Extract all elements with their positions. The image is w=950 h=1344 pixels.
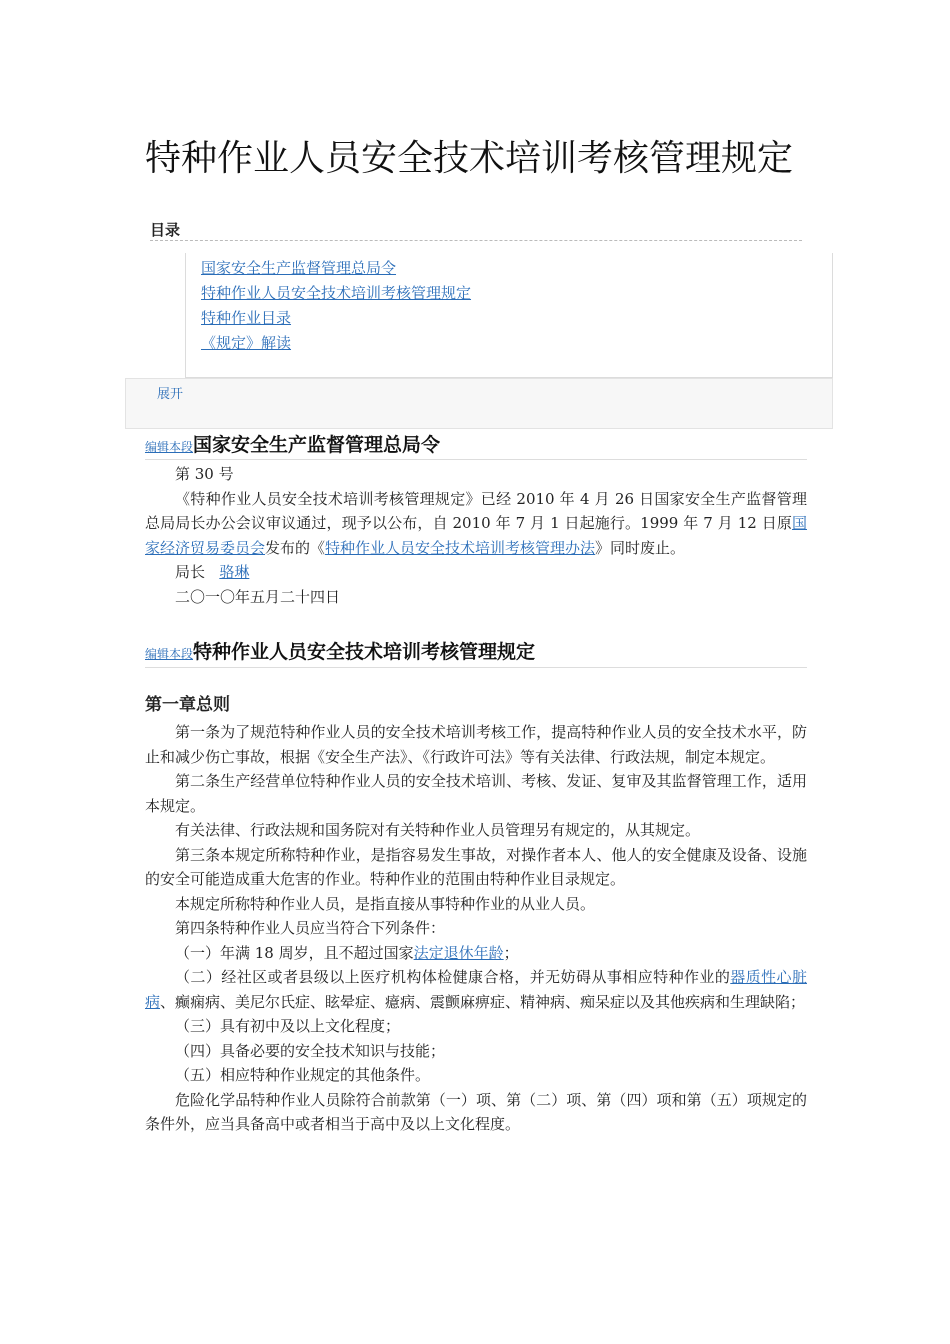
article-4: 第四条特种作业人员应当符合下列条件： [175, 919, 446, 937]
edit-section-link[interactable]: 编辑本段 [145, 647, 194, 661]
section-title: 特种作业人员安全技术培训考核管理规定 [193, 641, 536, 663]
article-2: 第二条生产经营单位特种作业人员的安全技术培训、考核、发证、复审及其监督管理工作，适用本规定。 [145, 772, 807, 815]
condition-5: （五）相应特种作业规定的其他条件。 [175, 1066, 431, 1084]
link-economic-commission[interactable]: 国家经济贸易委员会 [145, 514, 807, 557]
link-old-measures[interactable]: 特种作业人员安全技术培训考核管理办法 [325, 538, 596, 557]
toc-item-order[interactable]: 国家安全生产监督管理总局令 [201, 259, 397, 277]
section-divider [145, 667, 807, 668]
toc-item-catalog[interactable]: 特种作业目录 [201, 309, 292, 327]
toc-expand-bar [125, 378, 833, 429]
link-heart-disease[interactable]: 器质性心脏病 [145, 968, 807, 1011]
order-paragraph: 《特种作业人员安全技术培训考核管理规定》已经 2010 年 4 月 26 日国家安全生产监督管理总局局长办公会议审议通过，现予以公布，自 2010 年 7 月 1 日起施行。1999 年 7 月 12 日原国家经济贸易委员会发布的《特种作业人员安全技术培训考核管理办法》同时废止。 [145, 489, 807, 557]
section-order-body [145, 462, 807, 609]
link-retirement-age[interactable]: 法定退休年龄 [413, 943, 504, 962]
link-director-name[interactable]: 骆琳 [219, 563, 250, 581]
chapter-body [145, 720, 807, 1137]
section-title: 国家安全生产监督管理总局令 [193, 434, 441, 456]
toc-item-regulation[interactable]: 特种作业人员安全技术培训考核管理规定 [201, 284, 472, 302]
section-heading-order [145, 430, 440, 457]
order-date: 二〇一〇年五月二十四日 [175, 587, 341, 606]
condition-4: （四）具备必要的安全技术知识与技能； [175, 1041, 446, 1060]
edit-section-link[interactable]: 编辑本段 [145, 440, 194, 454]
toc-expand-link[interactable]: 展开 [157, 387, 184, 402]
toc-list [201, 256, 471, 356]
article-3: 第三条本规定所称特种作业，是指容易发生事故，对操作者本人、他人的安全健康及设备、设施的安全可能造成重大危害的作业。特种作业的范围由特种作业目录规定。 [145, 845, 807, 888]
condition-1: （一）年满 18 周岁，且不超过国家法定退休年龄； [175, 943, 519, 962]
toc-divider [150, 240, 802, 241]
condition-2: （二）经社区或者县级以上医疗机构体检健康合格，并无妨碍从事相应特种作业的器质性心脏病、癫痫病、美尼尔氏症、眩晕症、癔病、震颤麻痹症、精神病、痴呆症以及其他疾病和生理缺陷； [145, 968, 807, 1011]
article-1: 第一条为了规范特种作业人员的安全技术培训考核工作，提高特种作业人员的安全技术水平，防止和减少伤亡事故，根据《安全生产法》、《行政许可法》等有关法律、行政法规，制定本规定。 [145, 723, 807, 766]
page-title: 特种作业人员安全技术培训考核管理规定 [145, 138, 794, 179]
section-divider [145, 459, 807, 460]
article-4-note: 危险化学品特种作业人员除符合前款第（一）项、第（二）项、第（四）项和第（五）项规定的条件外，应当具备高中或者相当于高中及以上文化程度。 [145, 1090, 807, 1133]
section-heading-regulation [145, 637, 535, 664]
director-line: 局长 骆琳 [175, 563, 250, 581]
condition-3: （三）具有初中及以上文化程度； [175, 1017, 401, 1035]
article-2-note: 有关法律、行政法规和国务院对有关特种作业人员管理另有规定的，从其规定。 [175, 821, 701, 839]
chapter-title: 第一章总则 [145, 695, 230, 715]
order-number: 第 30 号 [175, 465, 234, 483]
toc-label: 目录 [150, 221, 181, 239]
toc-item-interpretation[interactable]: 《规定》解读 [201, 334, 292, 352]
article-3-note: 本规定所称特种作业人员，是指直接从事特种作业的从业人员。 [175, 894, 596, 913]
